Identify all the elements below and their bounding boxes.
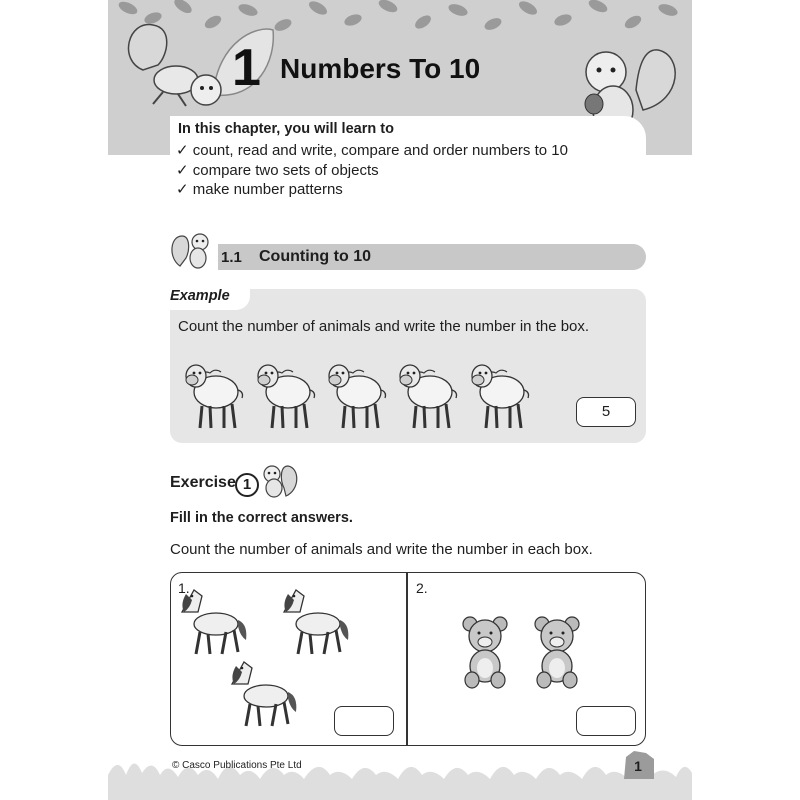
copyright-notice: © Casco Publications Pte Ltd [172,760,302,771]
exercise-label: Exercise [170,474,236,491]
horse-icon [232,662,296,726]
objective-item: ✓ make number patterns [176,181,343,198]
objective-item: ✓ count, read and write, compare and order numbers to 10 [176,142,568,159]
squirrel-left-icon [129,25,221,106]
grass-footer [108,745,692,800]
example-instruction: Count the number of animals and write the number in the box. [178,318,590,335]
objective-item: ✓ compare two sets of objects [176,162,379,179]
section-title: Counting to 10 [259,248,371,265]
sheep-icon [400,365,457,428]
teddy-bear-icon [463,617,507,688]
question-number: 1. [178,580,190,596]
example-answer-box[interactable]: 5 [576,397,636,427]
learning-objectives [170,116,646,204]
chapter-title: Numbers To 10 [280,53,481,84]
section-number: 1.1 [221,249,242,266]
question-answer-box[interactable] [334,706,394,736]
sheep-icon [186,365,243,428]
squirrel-exercise-icon [256,460,302,500]
exercise-instruction: Count the number of animals and write the number in each box. [170,541,593,558]
objectives-intro: In this chapter, you will learn to [178,121,394,137]
sheep-icon [472,365,529,428]
question-number: 2. [416,580,428,596]
page-number: 1 [634,758,642,774]
exercise-directive: Fill in the correct answers. [170,510,353,526]
horse-icon [182,590,246,654]
chapter-number: 1 [232,39,261,97]
teddy-bear-icon [535,617,579,688]
exercise-number: 1 [235,473,259,497]
horse-icon [284,590,348,654]
example-label: Example [170,288,230,304]
question-answer-box[interactable] [576,706,636,736]
sheep-icon [329,365,386,428]
sheep-group [182,356,542,436]
sheep-icon [258,365,315,428]
bear-group [456,614,596,694]
squirrel-section-icon [168,228,218,272]
workbook-page [108,0,692,800]
